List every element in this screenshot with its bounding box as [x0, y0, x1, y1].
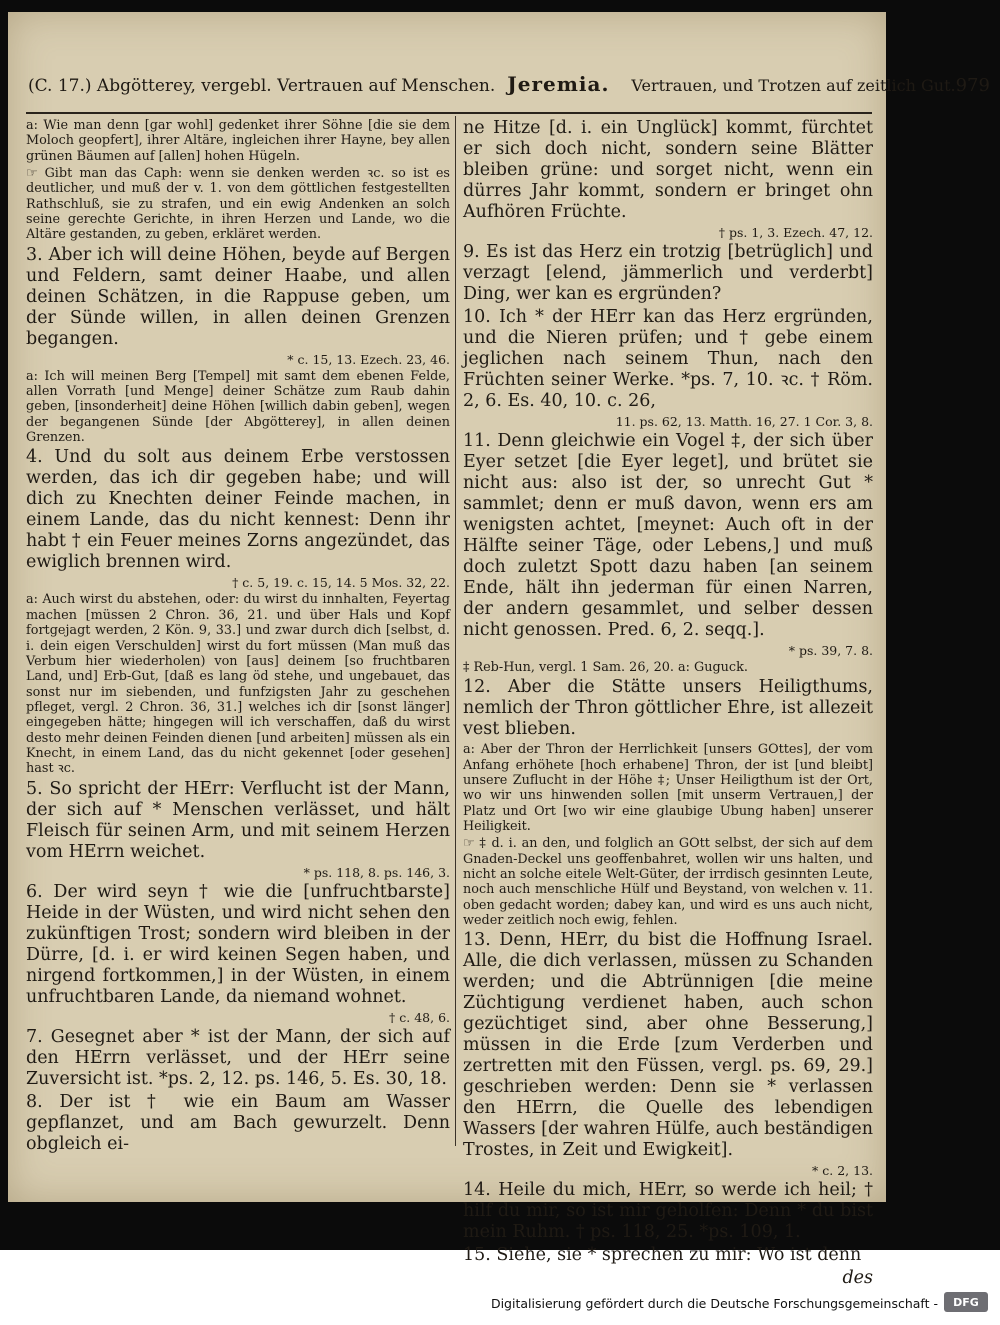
annotation-paragraph: a: Auch wirst du abstehen, oder: du wirst du innhalten, Feyertag machen [müssen 2 Chron. 36, 21. und über Hals und Kopf fortgejagt werden, 2 Kön. 9, 33.] und zwar durch dich [selbst, d. i. dein eigen Verschulden] wirst du fort müssen (Man muß das Verbum hier wiederholen) von [aus] deinem [so fruchtbaren Land, und] Erb-Gut, [daß es lang öd stehe, und ungebauet, das sonst nur im siebenden, und funfzigsten Jahr zu geschehen pfleget, vergl. 2 Chron. 36, 31.] welches ich dir [sonst länger] eingegeben hätte; hingegen will ich verschaffen, daß du wirst desto mehr deinen Feinden dienen [und arbeiten] müssen als ein Knecht, in einem Land, das du nicht gekennet [oder gesehen] hast ꝛc.	[26, 592, 450, 777]
annotation-paragraph: ☞ ‡ d. i. an den, und folglich an GOtt selbst, der sich auf dem Gnaden-Deckel uns geoffenbahret, wollen wir uns halten, und nicht an solche eitele Welt-Güter, der irrdisch gesinnten Leute, noch auch menschliche Hülf und Beystand, von welchen v. 11. oben gedacht worden; dabey kan, und wird es uns auch nicht, weder zeitlich noch ewig, fehlen.	[463, 836, 873, 929]
cross-reference: 11. ps. 62, 13. Matth. 16, 27. 1 Cor. 3, 8.	[615, 414, 873, 429]
annotation-paragraph: ‡ Reb-Hun, vergl. 1 Sam. 26, 20. a: Guguck.	[463, 660, 748, 675]
verse-paragraph: 13. Denn, HErr, du bist die Hoffnung Israel. Alle, die dich verlassen, müssen zu Schanden werden; und die Abtrünnigen [die meine Züchtigung verdienet haben, auch schon gezüchtiget sind, aber ohne Besserung,] müssen in die Erde [zum Verderben und zertretten mit den Füssen, vergl. ps. 69, 29.] geschrieben werden: Denn sie * verlassen den HErrn, die Quelle des lebendigen Wassers [der wahren Hülfe, auch beständigen Trostes, in Zeit und Ewigkeit].	[463, 930, 874, 1161]
dfg-logo: DFG	[944, 1292, 988, 1312]
verse-paragraph: 14. Heile du mich, HErr, so werde ich heil; † hilf du mir, so ist mir geholfen: Denn * du bist mein Ruhm. † ps. 118, 25. *ps. 109, 1.	[463, 1180, 873, 1243]
cross-reference: † ps. 1, 3. Ezech. 47, 12.	[718, 225, 873, 240]
page-number: 979	[955, 75, 990, 96]
cross-reference: † c. 48, 6.	[389, 1009, 450, 1025]
annotation-paragraph: ☞ Gibt man das Caph: wenn sie denken werden ꝛc. so ist es deutlicher, und muß der v. 1. von dem göttlichen festgestellten Rathschluß, sie zu strafen, und ein ewig Andenken an solch seine gerechte Gerichte, in ihren Herzen und Lande, wo die Altäre gestanden, zu geben, erkläret werden.	[26, 166, 450, 243]
annotation-paragraph: a: Aber der Thron der Herrlichkeit [unsers GOttes], der vom Anfang erhöhete [hoch erhabene] Thron, der ist [und bleibt] unsere Zuflucht in der Höhe ‡; Unser Heiligthum ist der Ort, wo wir uns hinwenden sollen [mit unserm Vertrauen,] der Platz und Ort [wo wir eine glaubige Ubung haben] unserer Heiligkeit.	[463, 742, 873, 835]
verse-paragraph: 7. Gesegnet aber * ist der Mann, der sich auf den HErrn verlässet, und der HErr seine Zuversicht ist. *ps. 2, 12. ps. 146, 5. Es. 30, 18.	[26, 1026, 450, 1089]
verse-paragraph: 3. Aber ich will deine Höhen, beyde auf Bergen und Feldern, samt deiner Haabe, und allen deinen Schätzen, in die Rappuse geben, um der Sünde willen, in allen deinen Grenzen begangen.	[26, 244, 450, 349]
annotation-paragraph: a: Ich will meinen Berg [Tempel] mit samt dem ebenen Felde, allen Vorrath [und Menge] deiner Schätze zum Raub dahin geben, [insonderheit] deine Höhen [willich dabin geben], wegen der begangenen Sünde [der Abgötterey], in allen deinen Grenzen.	[26, 368, 450, 446]
cross-reference: * c. 15, 13. Ezech. 23, 46.	[287, 351, 450, 367]
annotation-paragraph: a: Wie man denn [gar wohl] gedenket ihrer Söhne [die sie dem Moloch geopfert], ihrer Altäre, ingleichen ihrer Hayne, bey allen grünen Bäumen auf [allen] hohen Hügeln.	[26, 118, 450, 164]
catchword: des	[842, 1268, 873, 1289]
header-book-title: Jeremia.	[507, 72, 610, 96]
cross-reference: * ps. 39, 7. 8.	[788, 643, 873, 658]
verse-paragraph: 9. Es ist das Herz ein trotzig [betrüglich] und verzagt [elend, jämmerlich und verderbt] Ding, wer kan es ergründen?	[463, 242, 873, 304]
column-divider	[455, 116, 456, 1146]
digitization-credit: Digitalisierung gefördert durch die Deutsche Forschungsgemeinschaft -	[490, 1296, 938, 1311]
cross-reference: * c. 2, 13.	[812, 1163, 873, 1179]
header-rule	[26, 112, 872, 114]
header-left: (C. 17.) Abgötterey, vergebl. Vertrauen auf Menschen.	[28, 76, 496, 96]
book-page	[8, 12, 990, 1289]
right-column	[463, 118, 874, 1289]
verse-paragraph: 10. Ich * der HErr kan das Herz ergründen, und die Nieren prüfen; und † gebe einem jeglichen nach seinem Thun, nach den Früchten seiner Werke. *ps. 7, 10. ꝛc. † Röm. 2, 6. Es. 40, 10. c. 26,	[463, 307, 873, 411]
verse-paragraph: 8. Der ist † wie ein Baum am Wasser gepflanzet, und am Bach gewurzelt. Denn obgleich ei-	[26, 1091, 450, 1154]
verse-paragraph: 15. Siehe, sie * sprechen zu mir: Wo ist denn	[463, 1245, 862, 1266]
running-header	[28, 72, 990, 112]
verse-paragraph: 6. Der wird seyn † wie die [unfruchtbarste] Heide in der Wüsten, und wird nicht sehen den zukünftigen Trost; sondern wird bleiben in der Dürre, [d. i. er wird keinen Segen haben, und nirgend fortkommen,] in der Wüsten, in einem unfruchtbaren Lande, da niemand wohnet.	[26, 881, 450, 1007]
verse-paragraph: 5. So spricht der HErr: Verflucht ist der Mann, der sich auf * Menschen verlässet, und hält Fleisch für seinen Arm, und mit seinem Herzen vom HErrn weichet.	[26, 778, 450, 862]
verse-paragraph: ne Hitze [d. i. ein Unglück] kommt, fürchtet er sich doch nicht, sondern seine Blätter bleiben grüne: und sorget nicht, wenn ein dürres Jahr kommt, sondern er bringet ohn Aufhören Früchte.	[463, 118, 873, 222]
verse-paragraph: 4. Und du solt aus deinem Erbe verstossen werden, das ich dir gegeben habe; und will dich zu Knechten deiner Feinde machen, in einem Lande, das du nicht kennest: Denn ihr habt † ein Feuer meines Zorns angezündet, das ewiglich brennen wird.	[26, 447, 450, 573]
verse-paragraph: 11. Denn gleichwie ein Vogel ‡, der sich über Eyer setzet [die Eyer leget], und brütet sie nicht aus: also ist der, so unrecht Gut * sammlet; denn er muß davon, wenn ers am wenigsten achtet, [meynet: Auch oft in der Hälfte seiner Täge, oder Lebens,] und muß doch zuletzt Spott dazu haben [an seinem Ende, hält ihn jederman für einen Narren, der andern gesammlet, und selber dessen nicht genossen. Pred. 6, 2. seqq.].	[463, 431, 873, 640]
header-right: Vertrauen, und Trotzen auf zeitlich Gut.	[631, 76, 956, 95]
verse-paragraph: 12. Aber die Stätte unsers Heiligthums, nemlich der Thron göttlicher Ehre, ist allezeit vest blieben.	[463, 677, 873, 740]
left-column	[26, 118, 450, 1198]
cross-reference: † c. 5, 19. c. 15, 14. 5 Mos. 32, 22.	[232, 575, 450, 591]
cross-reference: * ps. 118, 8. ps. 146, 3.	[303, 864, 450, 880]
